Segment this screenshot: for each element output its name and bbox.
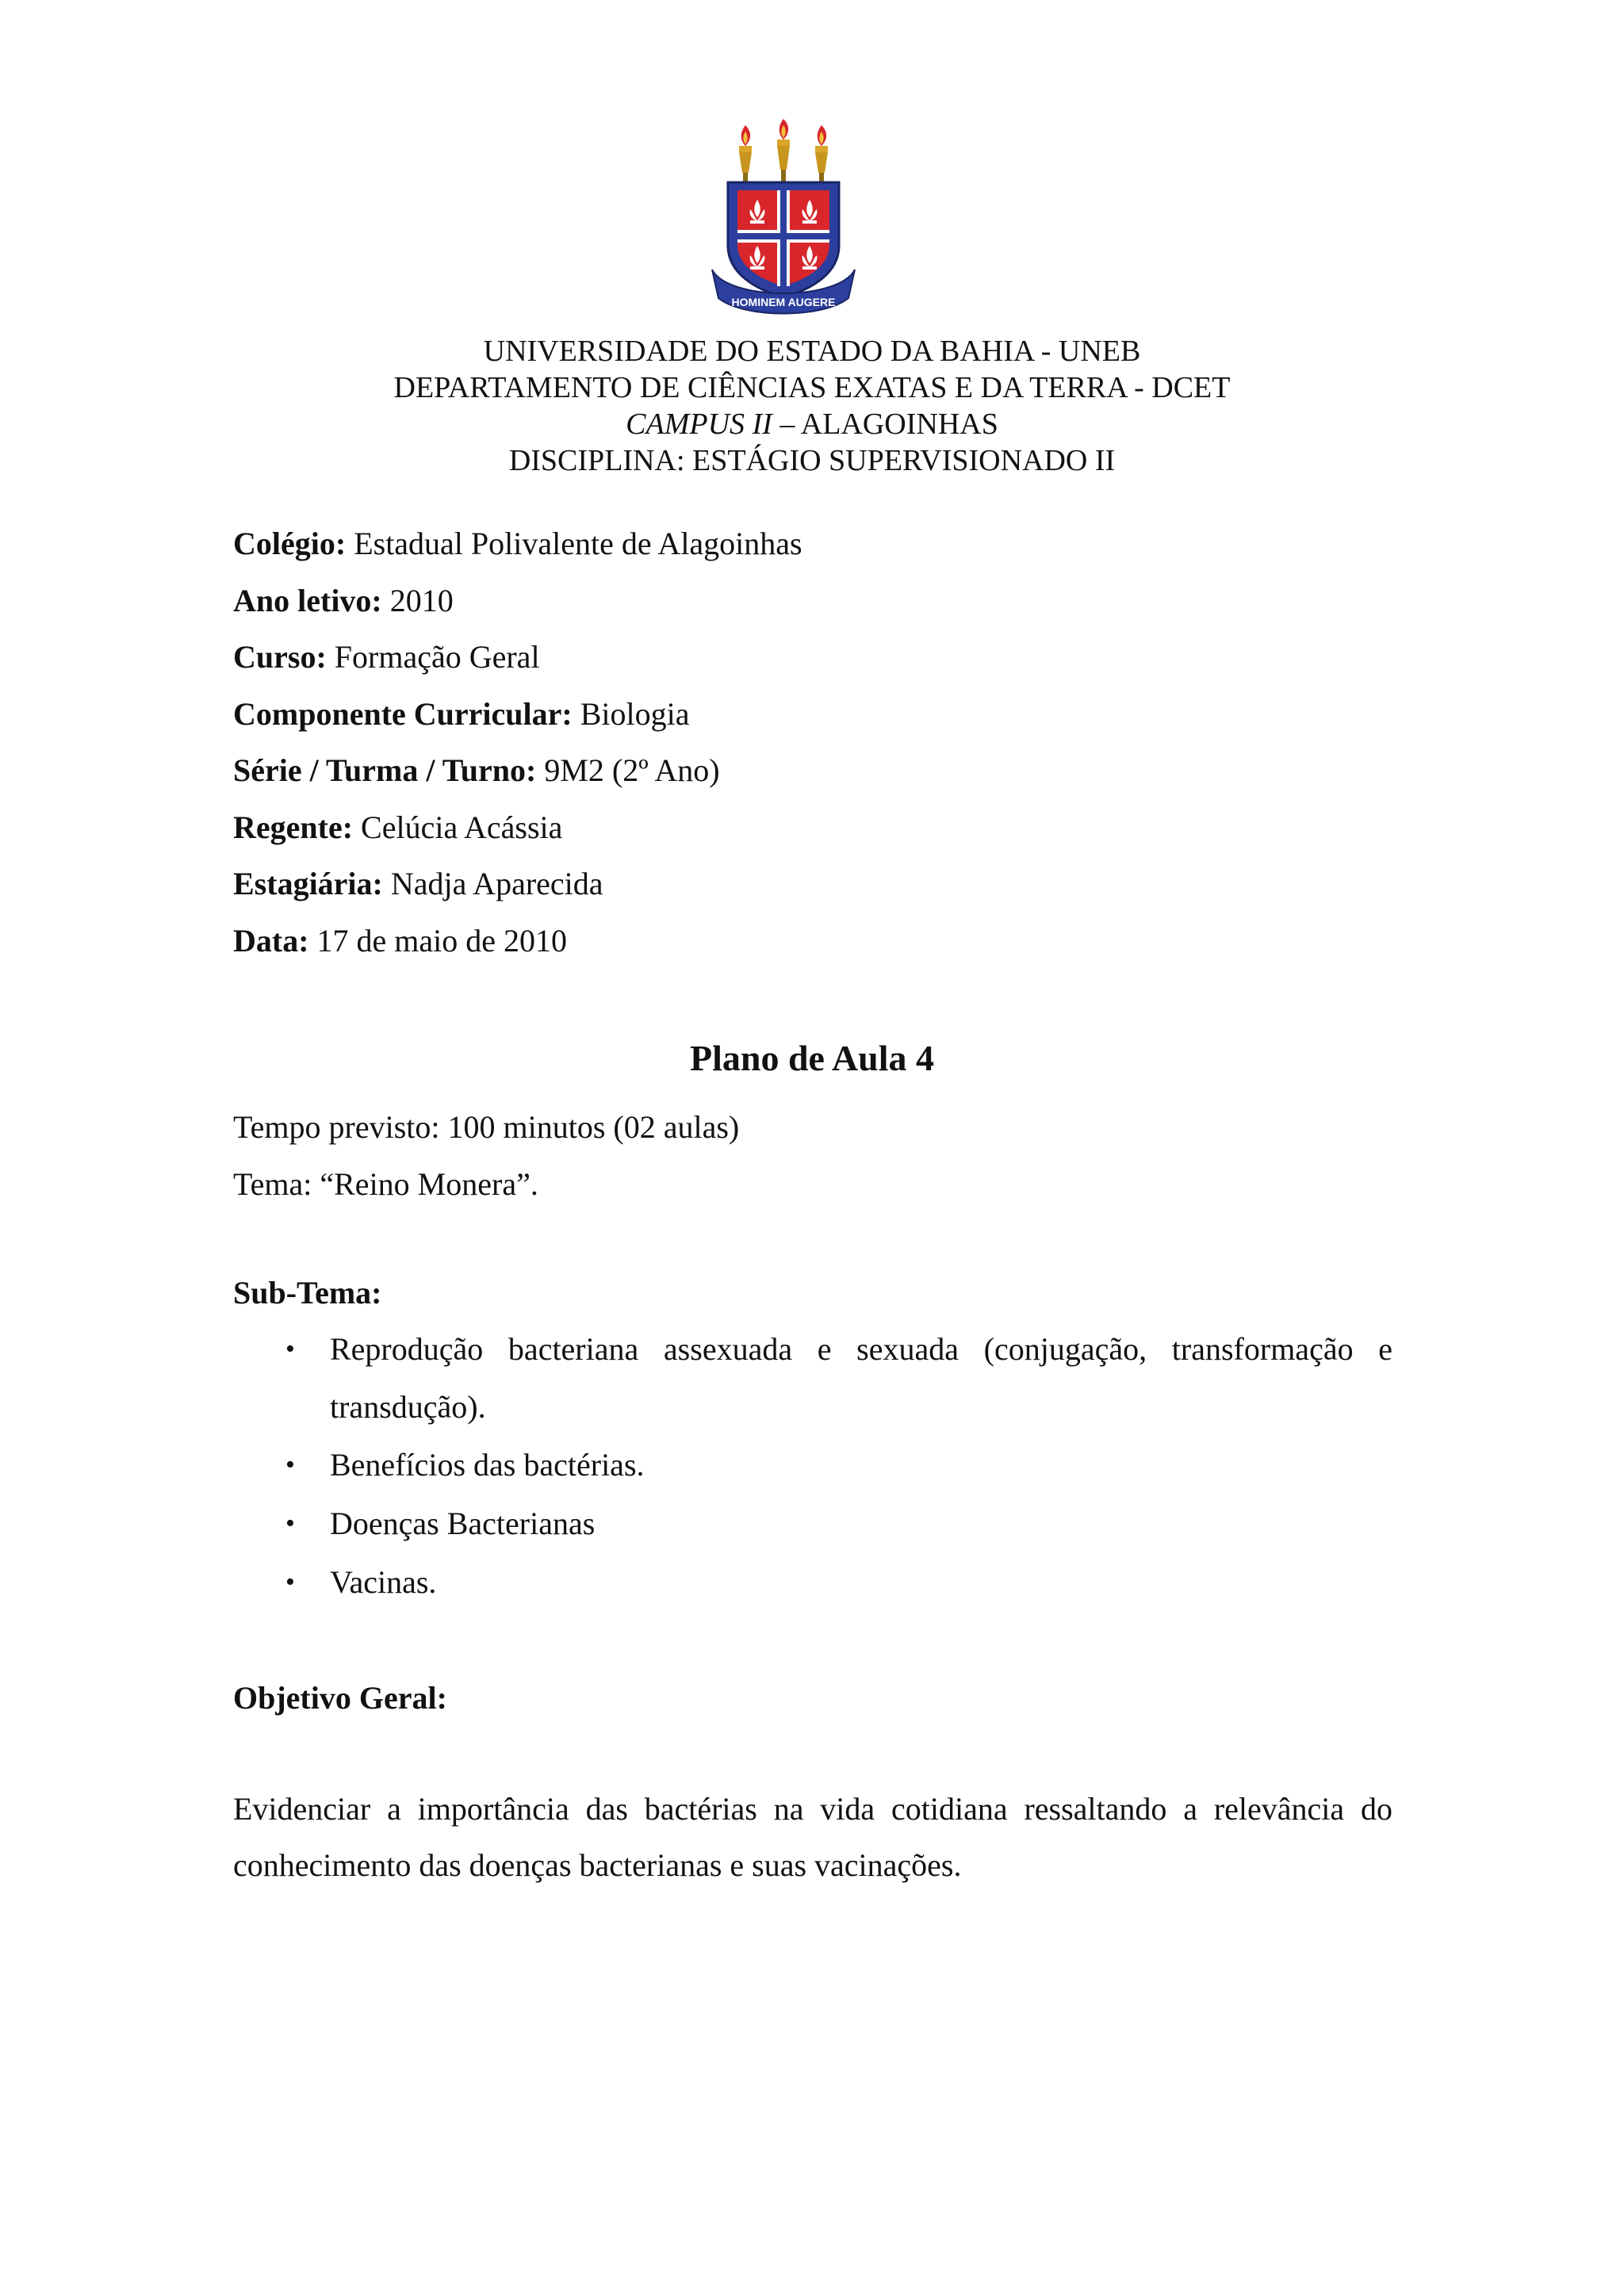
header-discipline: DISCIPLINA: ESTÁGIO SUPERVISIONADO II [508,444,1116,477]
info-ano-value: 2010 [381,582,454,618]
info-curso-value: Formação Geral [326,639,540,675]
info-estagiaria [233,855,1399,913]
info-colegio-label: Colégio: [233,526,347,561]
info-curso-label: Curso: [233,639,327,675]
objetivo-heading: Objetivo Geral: [233,1680,447,1716]
institution-header [0,333,1624,479]
info-serie [233,742,1399,799]
header-campus-city: – ALAGOINHAS [772,408,998,441]
info-estagiaria-label: Estagiária: [233,866,383,901]
list-item-text: Vacinas. [330,1564,437,1600]
torch-center [777,119,790,182]
tema: Tema: “Reino Monera”. [233,1166,538,1202]
bullet-icon: • [285,1509,295,1538]
info-serie-value: 9M2 (2º Ano) [536,752,720,788]
info-componente [233,686,1399,743]
info-colegio [233,515,1399,572]
crest-motto: HOMINEM AUGERE [731,296,836,308]
objetivo-text: Evidenciar a importância das bactérias na vida cotidiana ressaltando a relevância do conhecimento das doenças bacterianas e suas vacinações. [233,1791,1392,1883]
torch-right [815,125,828,182]
lesson-meta [233,1099,739,1213]
tempo-previsto: Tempo previsto: 100 minutos (02 aulas) [233,1109,740,1145]
info-regente-value: Celúcia Acássia [353,809,563,845]
info-serie-label: Série / Turma / Turno: [233,752,537,788]
subtema-list [233,1320,1392,1612]
header-campus-italic: CAMPUS II [626,408,772,441]
header-department: DEPARTAMENTO DE CIÊNCIAS EXATAS E DA TERRA - DCET [393,371,1231,404]
bullet-icon: • [285,1450,295,1479]
info-data [233,913,1399,970]
info-curso [233,629,1399,686]
list-item [233,1320,1392,1436]
info-regente-label: Regente: [233,809,354,845]
header-university: UNIVERSIDADE DO ESTADO DA BAHIA - UNEB [483,335,1141,368]
bullet-icon: • [285,1567,295,1597]
info-colegio-value: Estadual Polivalente de Alagoinhas [346,526,802,561]
page-title: Plano de Aula 4 [689,1038,934,1078]
list-item [233,1494,1392,1553]
header-campus [0,406,1624,442]
torch-left [739,125,752,182]
info-componente-label: Componente Curricular: [233,695,573,732]
list-item-text: Reprodução bacteriana assexuada e sexuada (conjugação, transformação e transdução). [330,1331,1392,1425]
lesson-info [233,515,1399,969]
info-ano [233,572,1399,629]
list-item [233,1436,1392,1494]
info-data-value: 17 de maio de 2010 [308,922,568,959]
info-data-label: Data: [233,922,309,959]
subtema-heading: Sub-Tema: [233,1275,382,1311]
info-regente [233,799,1399,856]
list-item [233,1553,1392,1612]
bullet-icon: • [285,1334,295,1364]
info-ano-label: Ano letivo: [233,582,382,618]
info-estagiaria-value: Nadja Aparecida [382,866,603,901]
info-componente-value: Biologia [572,695,690,732]
list-item-text: Doenças Bacterianas [330,1506,596,1541]
university-crest-logo [704,111,863,325]
list-item-text: Benefícios das bactérias. [330,1447,645,1483]
